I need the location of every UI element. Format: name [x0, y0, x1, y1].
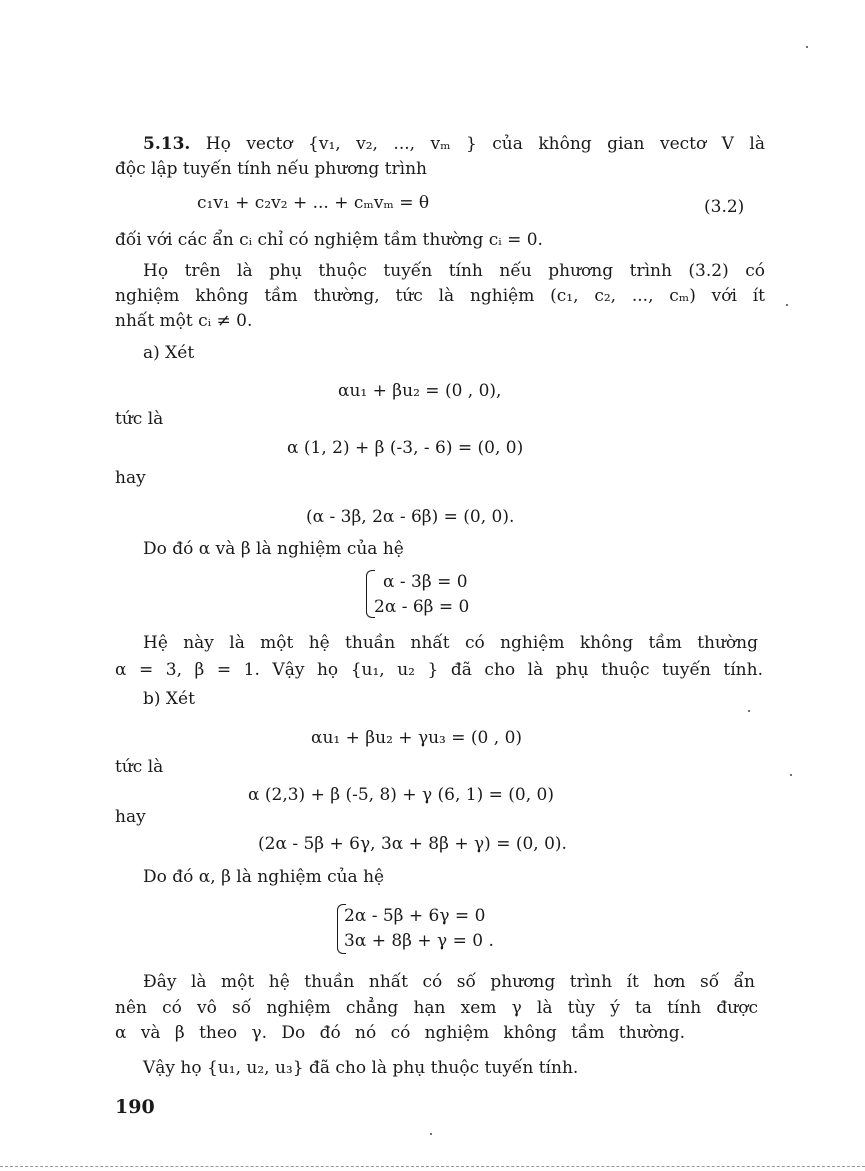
part-b-conclusion-3: α và β theo γ. Do đó nó có nghiệm không tầm thường. — [115, 1023, 685, 1043]
problem-line-6: nhất một cᵢ ≠ 0. — [115, 311, 253, 331]
part-b-conclusion-4: Vậy họ {u₁, u₂, u₃} đã cho là phụ thuộc tuyến tính. — [143, 1058, 579, 1078]
problem-number: 5.13. — [143, 134, 191, 154]
part-b-eq-1: αu₁ + βu₂ + γu₃ = (0 , 0) — [311, 728, 523, 748]
scan-speck — [748, 710, 750, 712]
part-b-system-eq-1: 2α - 5β + 6γ = 0 — [344, 906, 486, 926]
part-b-tuc-la: tức là — [115, 757, 164, 777]
problem-line-4: Họ trên là phụ thuộc tuyến tính nếu phương trình (3.2) có — [143, 261, 765, 281]
part-b-eq-3: (2α - 5β + 6γ, 3α + 8β + γ) = (0, 0). — [258, 834, 567, 854]
part-a-do-do: Do đó α và β là nghiệm của hệ — [143, 539, 404, 559]
part-a-label: a) Xét — [143, 343, 195, 363]
equation-label: (3.2) — [704, 197, 745, 217]
scan-speck — [790, 774, 792, 776]
problem-line-2: độc lập tuyến tính nếu phương trình — [115, 159, 427, 179]
part-a-system-eq-1: α - 3β = 0 — [383, 572, 468, 592]
part-b-conclusion-2: nên có vô số nghiệm chẳng hạn xem γ là tùy ý ta tính được — [115, 998, 758, 1018]
part-a-conclusion-2: α = 3, β = 1. Vậy họ {u₁, u₂ } đã cho là phụ thuộc tuyến tính. — [115, 660, 763, 680]
part-b-do-do: Do đó α, β là nghiệm của hệ — [143, 867, 385, 887]
scan-speck — [786, 304, 788, 306]
part-a-eq-3: (α - 3β, 2α - 6β) = (0, 0). — [306, 507, 515, 527]
scan-speck — [806, 46, 808, 48]
equation-3-2: c₁v₁ + c₂v₂ + ... + cₘvₘ = θ — [197, 193, 430, 213]
part-b-hay: hay — [115, 807, 146, 827]
part-a-tuc-la: tức là — [115, 409, 164, 429]
part-b-system-eq-2: 3α + 8β + γ = 0 . — [344, 931, 494, 951]
part-b-eq-2: α (2,3) + β (-5, 8) + γ (6, 1) = (0, 0) — [248, 785, 554, 805]
scan-speck — [430, 1133, 432, 1135]
problem-line-3: đối với các ẩn cᵢ chỉ có nghiệm tầm thường cᵢ = 0. — [115, 230, 543, 250]
page-number: 190 — [115, 1096, 155, 1118]
part-a-conclusion-1: Hệ này là một hệ thuần nhất có nghiệm không tầm thường — [143, 633, 758, 653]
part-a-hay: hay — [115, 468, 146, 488]
problem-line-1 — [143, 133, 765, 155]
problem-line-5: nghiệm không tầm thường, tức là nghiệm (c₁, c₂, ..., cₘ) với ít — [115, 286, 765, 306]
part-a-system-eq-2: 2α - 6β = 0 — [374, 597, 470, 617]
part-b-label: b) Xét — [143, 689, 195, 709]
part-a-eq-2: α (1, 2) + β (-3, - 6) = (0, 0) — [287, 438, 524, 458]
part-a-eq-1: αu₁ + βu₂ = (0 , 0), — [338, 381, 502, 401]
problem-text-1: Họ vectơ {v₁, v₂, ..., vₘ } của không gian vectơ V là — [205, 134, 765, 154]
page-bottom-edge — [0, 1166, 865, 1167]
part-b-conclusion-1: Đây là một hệ thuần nhất có số phương trình ít hơn số ẩn — [143, 972, 755, 992]
